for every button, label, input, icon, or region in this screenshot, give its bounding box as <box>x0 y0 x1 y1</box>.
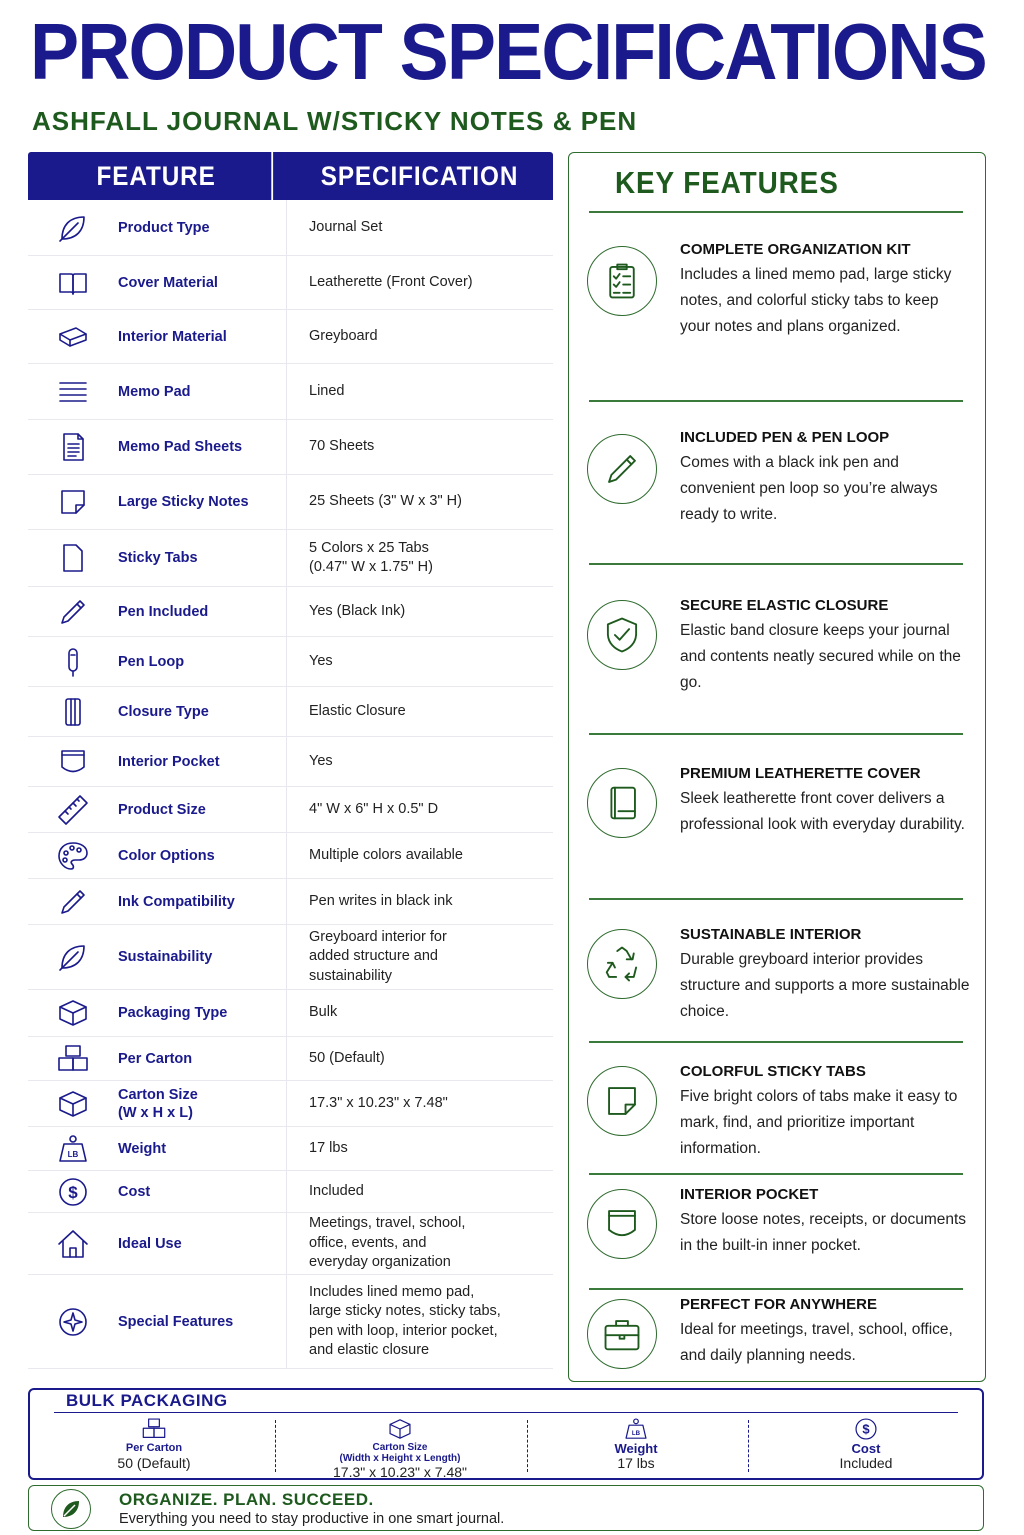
divider <box>589 211 963 213</box>
key-feature-heading: PREMIUM LEATHERETTE COVER <box>680 765 921 782</box>
feature-label: Large Sticky Notes <box>118 494 249 510</box>
palette-icon <box>28 833 118 878</box>
bulk-packaging-title: BULK PACKAGING <box>66 1391 228 1410</box>
box-icon <box>28 1081 118 1126</box>
spec-value: Leatherette (Front Cover) <box>286 256 553 309</box>
spec-row-carton-size-w-x-h-x-l <box>28 1081 553 1127</box>
slogan-headline: ORGANIZE. PLAN. SUCCEED. <box>119 1490 374 1509</box>
spec-value: Pen writes in black ink <box>286 879 553 924</box>
spec-value: 17 lbs <box>286 1127 553 1170</box>
ruler-icon <box>28 787 118 832</box>
spec-value: Yes <box>286 637 553 686</box>
key-feature-description: Sleek leatherette front cover delivers a professional look with everyday durability. <box>680 790 965 833</box>
spec-table <box>28 152 553 1369</box>
elastic-icon <box>28 687 118 736</box>
svg-text:LB: LB <box>67 1149 79 1159</box>
svg-text:$: $ <box>862 1421 870 1437</box>
key-feature-heading: COMPLETE ORGANIZATION KIT <box>680 241 911 258</box>
bulk-value: 17.3" x 10.23" x 7.48" <box>333 1464 467 1480</box>
spec-row-pen-loop <box>28 637 553 687</box>
spec-row-ink-compatibility <box>28 879 553 925</box>
key-feature-text <box>680 429 970 528</box>
spec-row-large-sticky-notes <box>28 475 553 530</box>
feature-label: Interior Material <box>118 328 227 345</box>
spec-row-interior-pocket <box>28 737 553 787</box>
bulk-value: 17 lbs <box>617 1455 655 1471</box>
divider <box>275 1420 276 1472</box>
feature-label: Sticky Tabs <box>118 550 198 566</box>
feature-label: Color Options <box>118 847 215 864</box>
house-icon <box>28 1213 118 1274</box>
document-icon <box>28 420 118 474</box>
bulk-label: Weight <box>614 1441 658 1456</box>
feature-label: Cover Material <box>118 274 218 291</box>
spec-row-interior-material <box>28 310 553 364</box>
key-feature-description: Durable greyboard interior provides structure and supports a more sustainable choice. <box>680 951 970 1020</box>
feature-label: Sustainability <box>118 949 213 965</box>
spec-value: 25 Sheets (3" W x 3" H) <box>286 475 553 529</box>
spec-row-per-carton <box>28 1037 553 1081</box>
divider <box>589 563 963 565</box>
spec-row-packaging-type <box>28 990 553 1037</box>
key-feature-description: Comes with a black ink pen and convenient pen loop so you’re always ready to write. <box>680 454 938 523</box>
divider <box>589 1041 963 1043</box>
dollar-icon <box>766 1416 966 1442</box>
spec-value: Included <box>286 1171 553 1212</box>
feature-label: Weight <box>118 1140 167 1157</box>
key-feature-description: Includes a lined memo pad, large sticky notes, and colorful sticky tabs to keep your notes and plans organized. <box>680 266 952 335</box>
spec-value: Greyboard interior for added structure and sustainability <box>286 925 553 989</box>
briefcase-icon <box>587 1299 657 1369</box>
spec-value: Yes (Black Ink) <box>286 587 553 636</box>
spec-row-color-options <box>28 833 553 879</box>
spec-value: Includes lined memo pad, large sticky notes, sticky tabs, pen with loop, interior pocket, and elastic closure <box>286 1275 553 1368</box>
feature-label: Packaging Type <box>118 1005 228 1021</box>
spec-value: Elastic Closure <box>286 687 553 736</box>
feature-label: Product Size <box>118 801 206 818</box>
pen-loop-icon <box>28 637 118 686</box>
feature-column-header: FEATURE <box>41 152 273 200</box>
divider <box>589 1173 963 1175</box>
spec-value: Journal Set <box>286 200 553 255</box>
spec-value: 50 (Default) <box>286 1037 553 1080</box>
spec-row-sticky-tabs <box>28 530 553 587</box>
spec-row-special-features <box>28 1275 553 1369</box>
recycle-icon <box>587 929 657 999</box>
book-icon <box>28 256 118 309</box>
weight-icon <box>28 1127 118 1170</box>
spec-row-ideal-use <box>28 1213 553 1275</box>
board-icon <box>28 310 118 363</box>
spec-row-product-size <box>28 787 553 833</box>
feature-label: Per Carton <box>118 1050 193 1067</box>
feature-label: Memo Pad <box>118 383 191 400</box>
bulk-label: Per Carton <box>125 1442 183 1454</box>
key-feature-heading: INTERIOR POCKET <box>680 1186 819 1203</box>
spec-value: Bulk <box>286 990 553 1036</box>
leaf-icon <box>28 200 118 255</box>
spec-value: Meetings, travel, school, office, events, and everyday organization <box>286 1213 553 1274</box>
feature-label: Ideal Use <box>118 1235 182 1252</box>
pen-icon <box>28 879 118 924</box>
feature-label: Memo Pad Sheets <box>118 439 243 455</box>
spec-row-pen-included <box>28 587 553 637</box>
page-subtitle: ASHFALL JOURNAL W/STICKY NOTES & PEN <box>32 106 638 136</box>
bulk-cell-carton-size <box>300 1416 500 1480</box>
page-title: PRODUCT SPECIFICATIONS <box>30 7 986 96</box>
spec-row-closure-type <box>28 687 553 737</box>
divider <box>527 1420 528 1472</box>
tab-icon <box>28 530 118 586</box>
bulk-value: 50 (Default) <box>117 1455 191 1471</box>
bulk-value: Included <box>839 1455 893 1471</box>
spec-value: Greyboard <box>286 310 553 363</box>
key-feature-description: Ideal for meetings, travel, school, office, and daily planning needs. <box>680 1321 953 1364</box>
key-features-title: KEY FEATURES <box>615 165 839 200</box>
spec-value: 4" W x 6" H x 0.5" D <box>286 787 553 832</box>
bulk-cell-per-carton <box>54 1416 254 1471</box>
spec-column-header: SPECIFICATION <box>320 160 519 191</box>
spec-row-memo-pad <box>28 364 553 420</box>
svg-text:$: $ <box>68 1182 78 1202</box>
feature-label: Cost <box>118 1183 151 1200</box>
bulk-packaging-panel <box>28 1388 984 1480</box>
pocket-icon <box>28 737 118 786</box>
sticky-note-icon <box>587 1066 657 1136</box>
spec-value: 5 Colors x 25 Tabs (0.47" W x 1.75" H) <box>286 530 553 586</box>
spec-value: Yes <box>286 737 553 786</box>
key-feature-heading: INCLUDED PEN & PEN LOOP <box>680 429 890 446</box>
spec-row-memo-pad-sheets <box>28 420 553 475</box>
checklist-icon <box>587 246 657 316</box>
divider <box>748 1420 749 1472</box>
box-icon <box>28 990 118 1036</box>
box-icon <box>300 1416 500 1442</box>
key-feature-text <box>680 1063 970 1162</box>
divider <box>589 400 963 402</box>
key-feature-description: Five bright colors of tabs make it easy to mark, find, and prioritize important information. <box>680 1088 958 1157</box>
spec-row-sustainability <box>28 925 553 990</box>
pen-icon <box>587 434 657 504</box>
lines-icon <box>28 364 118 419</box>
leaf-icon <box>28 925 118 989</box>
key-feature-text <box>680 1186 970 1259</box>
feature-label: Pen Loop <box>118 653 185 670</box>
spec-value: Multiple colors available <box>286 833 553 878</box>
shield-icon <box>587 600 657 670</box>
slogan-banner <box>28 1485 984 1531</box>
spec-row-product-type <box>28 200 553 256</box>
key-feature-heading: SECURE ELASTIC CLOSURE <box>680 597 889 614</box>
key-feature-text <box>680 597 970 696</box>
svg-text:LB: LB <box>631 1430 641 1438</box>
feature-label: Product Type <box>118 219 210 236</box>
dollar-icon <box>28 1171 118 1212</box>
key-feature-text <box>680 765 970 838</box>
spec-row-weight <box>28 1127 553 1171</box>
sparkle-icon <box>28 1275 118 1368</box>
bulk-cell-weight <box>536 1416 736 1471</box>
sticky-note-icon <box>28 475 118 529</box>
boxes-icon <box>54 1416 254 1442</box>
divider <box>589 1288 963 1290</box>
key-features-panel <box>568 152 986 1382</box>
feature-label: Interior Pocket <box>118 753 220 770</box>
bulk-cell-cost <box>766 1416 966 1471</box>
bulk-label: Carton Size (Width x Height x Length) <box>339 1442 461 1464</box>
feature-label: Carton Size (W x H x L) <box>118 1086 198 1121</box>
key-feature-text <box>680 241 970 340</box>
feature-label: Pen Included <box>118 603 209 620</box>
key-feature-description: Elastic band closure keeps your journal and contents neatly secured while on the go. <box>680 622 961 691</box>
key-feature-heading: COLORFUL STICKY TABS <box>680 1063 866 1080</box>
boxes-icon <box>28 1037 118 1080</box>
divider <box>589 733 963 735</box>
spec-row-cost <box>28 1171 553 1213</box>
pen-icon <box>28 587 118 636</box>
weight-icon <box>536 1416 736 1442</box>
key-feature-text <box>680 1296 970 1369</box>
key-feature-text <box>680 926 970 1025</box>
feature-label: Special Features <box>118 1313 234 1330</box>
bulk-label: Cost <box>851 1441 881 1456</box>
spec-row-cover-material <box>28 256 553 310</box>
key-feature-description: Store loose notes, receipts, or documents in the built-in inner pocket. <box>680 1211 967 1254</box>
feature-label: Ink Compatibility <box>118 893 235 910</box>
journal-icon <box>587 768 657 838</box>
key-feature-heading: SUSTAINABLE INTERIOR <box>680 926 862 943</box>
leaf-icon <box>51 1489 91 1529</box>
slogan-subtext: Everything you need to stay productive in one smart journal. <box>119 1511 505 1527</box>
spec-table-header <box>28 152 553 200</box>
feature-label: Closure Type <box>118 703 209 720</box>
divider <box>54 1412 958 1413</box>
divider <box>589 898 963 900</box>
spec-value: Lined <box>286 364 553 419</box>
spec-value: 70 Sheets <box>286 420 553 474</box>
spec-value: 17.3" x 10.23" x 7.48" <box>286 1081 553 1126</box>
pocket-icon <box>587 1189 657 1259</box>
key-feature-heading: PERFECT FOR ANYWHERE <box>680 1296 877 1313</box>
